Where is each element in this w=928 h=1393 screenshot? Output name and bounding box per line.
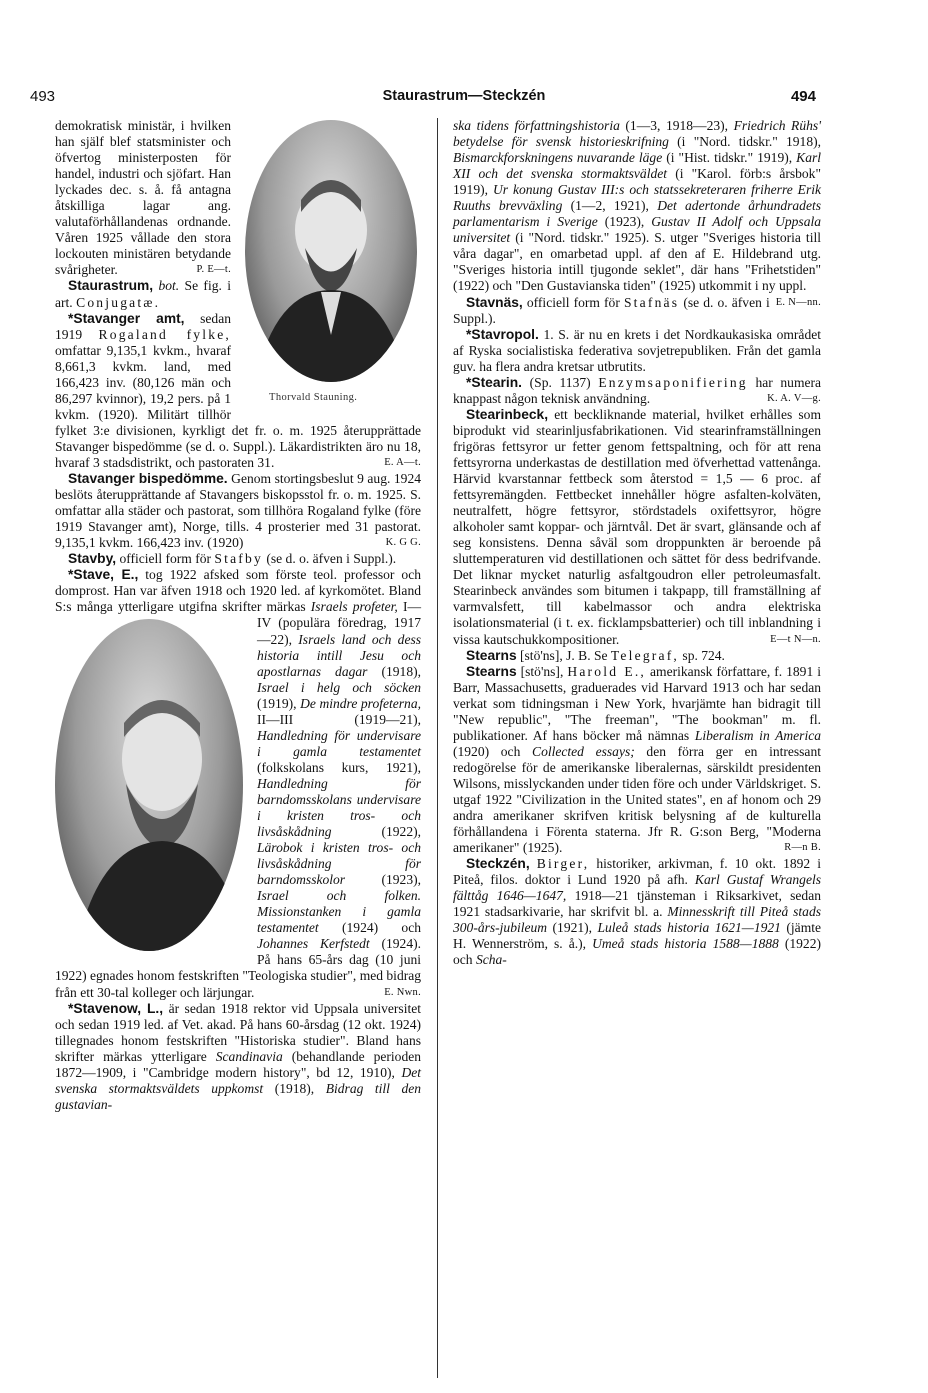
- headword: Stearinbeck,: [466, 406, 549, 422]
- portrait-drawing-icon: [68, 619, 243, 951]
- signature: E. N—nn.: [775, 296, 821, 308]
- entry-stavropol: *Stavropol. 1. S. är nu en krets i det Nordkaukasiska området af Ryska socialistiska federativa sovjetrepubliken. Från det gamla guv. ha flera andra kretsar utbrutits.: [453, 326, 821, 374]
- headword: Stavby,: [68, 551, 117, 567]
- page-number-left: 493: [30, 88, 56, 105]
- entry-steckzen: Steckzén, Birger, historiker, arkivman, f. 10 okt. 1892 i Piteå, filos. doktor i Lund 1920 på afh. Karl Gustaf Wrangels fälttåg 1646—1647, 1918—21 tjänsteman i Riksarkivet, sedan 1921 stadsarkivarie, har skrifvit bl. a. Minnesskrift till Piteå stads 300-års-jubileum (1921), Luleå stads historia 1621—1921 (jämte H. Wennerström, s. å.), Umeå stads historia 1588—1888 (1922) och Scha-: [453, 856, 822, 968]
- headword: Stavnäs,: [466, 294, 523, 310]
- entry-stearns-jb: Stearns [stö'ns], J. B. Se Telegraf, sp. 724.: [466, 647, 725, 663]
- entry-stavanger-amt: *Stavanger amt, sedan 1919 Rogaland fylke, omfattar 9,135,1 kvkm., hvaraf 8,661,3 kvkm. land, med 166,423 inv. (80,126 män och 86,297 kvinnor), 19,2 pers. på 1 kvkm. (1920). Militärt tillhör fylket 3:e divisionen, kyrkligt det fr. o. m. 1925 återupprättade Stavanger bispedömme (se d. o. Suppl.). Läkardistrikten äro nu 18, hvaraf 3 stadsdistrikt, och pastoraten 31. E. A—t.: [55, 310, 421, 470]
- stauning-portrait-figure: [239, 120, 425, 405]
- headword: *Stavanger amt,: [68, 310, 185, 326]
- paragraph: demokratisk ministär, i hvilken han själf blef statsminister och öfvertog ministerposten för handel, industri och sjöfart. Han lyckades dec. s. å. få antagna åtskilliga lagar ang. valutaförhållandenas ordnande. Våren 1925 vållade den stora lockouten ministären betydande svårigheter. P. E—t.: [55, 118, 231, 278]
- signature: P. E—t.: [196, 264, 231, 276]
- entry-stavanger-bispedomme: Stavanger bispedömme. Genom stortingsbeslut 9 aug. 1924 beslöts återupprättande af Stavangers biskopsstol fr. o. m. 1925. S. omfattar alla städer och pastorat, som tillhöra Rogaland fylke (före 1919 Stavanger amt), Norge, tills. 4 prosterier med 31 pastorat. 9,135,1 kvkm. 166,423 inv. (1920) K. G G.: [55, 471, 421, 551]
- headword: Stavanger bispedömme.: [68, 471, 228, 487]
- signature: E—t N—n.: [770, 633, 821, 645]
- headword: *Stavropol.: [466, 326, 539, 342]
- signature: R—n B.: [784, 842, 821, 854]
- stauning-caption: Thorvald Stauning.: [269, 392, 358, 403]
- entry-stearns-harold: Stearns [stö'ns], Harold E., amerikansk författare, f. 1891 i Barr, Massachusetts, graduerades vid Harvard 1913 och har sedan verkat som tidningsman i New York, hvarjämte han bidragit till "New republic", "The freeman", "The bookman" m. fl. publikationer. Af hans böcker må nämnas Liberalism in America (1920) och Collected essays; den förra ger en intressant redogörelse för de amerikanske liberalernas, särskildt presidenten Wilsons, misslyckanden under tiden före och under Världskriget. S. utgaf 1922 "Civilization in the United states", en af honom och 29 andra amerikaner skrifven kritisk belysning af de kulturella förhållandena i Förenta staterna. Jfr R. G:son Berg, "Moderna amerikaner" (1925). R—n B.: [453, 663, 822, 856]
- headword: Staurastrum,: [68, 278, 154, 294]
- entry-stave: *Stave, E., tog 1922 afsked som förste teol. professor och domprost. Han var äfven 1918 och 1920 led. af kyrkomötet. Bland S:s många ytterligare utgifna skrifter märkas Israels profeter, I—IV (populära föredrag, 1917—22), Israels land och dess historia intill Jesu och apostlarnas dagar (1918), Israel i helg och söcken (1919), De mindre profeterna, II—III (1919—21), Handledning för undervisare i gamla testamentet (folkskolans kurs, 1921), Handledning för barndomsskolans undervisare i kristen tros- och livsåskådning (1922), Lärobok i kristen tros- och livsåskådning för barndomsskolor (1923), Israel och folken. Missionstanken i gamla testamentet (1924) och Johannes Kerfstedt (1924). På hans 65-års dag (10 juni 1922) egnades honom festskriften "Teologiska studier", med bidrag från ett 30-tal kolleger och lärjungar. E. Nwn.: [55, 567, 422, 1000]
- signature: K. A. V—g.: [767, 392, 821, 404]
- paragraph: ska tidens författningshistoria (1—3, 1918—23), Friedrich Rühs' betydelse för svensk historieskrifning (i "Nord. tidskr." 1918), Bismarckforskningens nuvarande läge (i "Hist. tidskr." 1919), Karl XII och det svenska stormaktsväldet (i "Karol. förb:s årsbok" 1919), Ur konung Gustav III:s och statssekreteraren friherre Erik Ruuths brevväxling (1—2, 1921), Det adertonde århundradets parlamentarism i Sverige (1923), Gustav II Adolf och Uppsala universitet (i "Nord. tidskr." 1925). S. utger "Sveriges historia till våra dagar", en omarbetad uppl. af den af E. Hildebrand utg. "Sveriges historia intill tjugonde seklet", där hans "Frihetstiden" (1922) och "Den Gustavianska tiden" (1925) utkommit i ny uppl. E. N—nn.: [453, 118, 821, 295]
- entry-stavby: Stavby, officiell form för Stafby (se d. o. äfven i Suppl.).: [68, 551, 397, 567]
- entry-stavenow: *Stavenow, L., är sedan 1918 rektor vid Uppsala universitet och sedan 1919 led. af Vet. akad. På hans 60-årsdag (12 okt. 1924) tillegnades honom festskriften "Historiska studier". Bland hans skrifter märkas ytterligare Scandinavia (behandlande perioden 1872—1909, i "Cambridge modern history", bd 12, 1910), Det svenska stormaktsväldets uppkomst (1918), Bidrag till den gustavian-: [55, 1000, 422, 1112]
- right-column: [453, 118, 821, 968]
- running-head: Staurastrum—Steckzén: [382, 88, 546, 104]
- headword: *Stearin.: [466, 374, 522, 390]
- stauning-portrait: [245, 120, 417, 382]
- left-column: [55, 118, 421, 1113]
- signature: E. A—t.: [384, 456, 421, 468]
- signature: K. G G.: [385, 537, 421, 549]
- column-divider: [437, 118, 438, 1378]
- headword: Stearns: [466, 647, 517, 663]
- portrait-drawing-icon: [245, 120, 417, 382]
- signature: E. Nwn.: [384, 986, 421, 998]
- entry-staurastrum: Staurastrum, bot. Se fig. i art. Conjugatæ.: [55, 278, 231, 310]
- headword: *Stavenow, L.,: [68, 1000, 164, 1016]
- entry-stearin: *Stearin. (Sp. 1137) Enzymsaponifiering har numera knappast någon teknisk användning. K. A. V—g.: [453, 374, 822, 406]
- stave-portrait: [55, 619, 243, 951]
- entry-stearinbeck: Stearinbeck, ett beckliknande material, hvilket erhålles som biprodukt vid stearinljusfabrikationen. Vid stearinframställningen frigöras fettsyror ur fetter genom fettspaltning, och för att rena fettsyrorna underkastas de destillation med öfverhettad vattenånga. Härvid kvarstannar fettbeck som återstod = 1,5 — 6 proc. af fettsyremängden. Fettbecket innehåller högre asfalten-kolväten, neutralfett, högre fettsyror, stördstadels oxifettsyror, högre alkoholer samt koppar- och järntvål. Det är svart, glänsande och af seg konsistens. Denna såväl som droppunkten är beroende på sluttemperaturen vid destillationen och sättet för dess bedrifvande. Det liknar mycket naturlig asfaltgoudron eller petroleumasfalt. Stearinbeck användes som bitumen i takpapp, till framställning af varmvalsfett, till kabelmassor och andra elektriska isolationsmaterial (i t. ex. ficklampsbatterier) och till inblandning i vissa kautschukkompositioner. E—t N—n.: [453, 406, 821, 647]
- headword: *Stave, E.,: [68, 567, 139, 583]
- page-number-right: 494: [790, 88, 816, 105]
- entry-stavnas: Stavnäs, officiell form för Stafnäs (se d. o. äfven i Suppl.).: [453, 294, 770, 326]
- headword: Stearns: [466, 663, 517, 679]
- stave-portrait-figure: [53, 617, 249, 955]
- headword: Steckzén,: [466, 856, 530, 872]
